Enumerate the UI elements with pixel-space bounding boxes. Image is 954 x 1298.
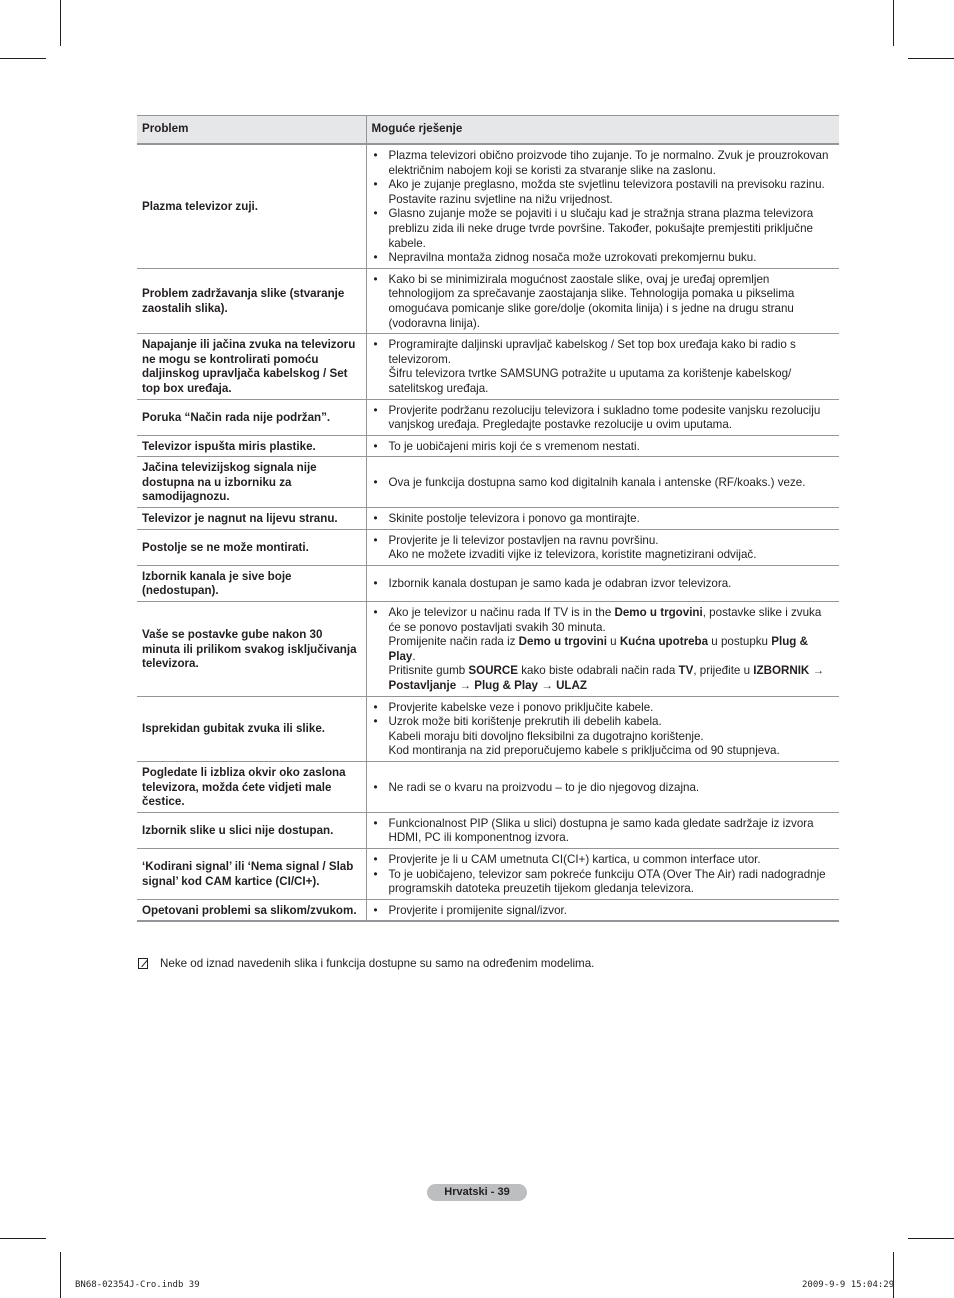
problem-cell: ‘Kodirani signal’ ili ‘Nema signal / Slab signal’ kod CAM kartice (CI/CI+). [137,848,366,899]
solution-list [374,512,836,527]
solution-list [374,534,836,563]
header-solution: Moguće rješenje [366,116,839,145]
solution-line: • Uzrok može biti korištenje prekrutih ili debelih kabela. [388,715,662,729]
solution-cell [366,565,839,601]
solution-item [374,853,836,868]
solution-item [374,338,836,396]
solution-line: • Provjerite je li u CAM umetnuta CI(CI+) kartica, u common interface utor. [388,852,761,866]
table-row [137,565,839,601]
crop-mark [893,0,894,46]
problem-cell: Poruka “Način rada nije podržan”. [137,399,366,435]
solution-item [374,701,836,716]
problem-cell: Izbornik kanala je sive boje (nedostupan). [137,565,366,601]
solution-line: Kabeli moraju biti dovoljno fleksibilni za dugotrajno korištenje. [388,729,704,743]
table-row [137,399,839,435]
solution-list [374,904,836,919]
solution-line: • Ako je zujanje preglasno, možda ste svjetlinu televizora postavili na previsoku razinu. Postavite razinu svjetline na nižu vrijednost. [388,178,825,206]
solution-item [374,404,836,433]
solution-cell [366,457,839,508]
table-row [137,268,839,333]
solution-list [374,149,836,266]
crop-mark [908,1238,954,1239]
table-row [137,812,839,848]
problem-cell: Vaše se postavke gube nakon 30 minuta ili prilikom svakog isključivanja televizora. [137,602,366,697]
table-row [137,761,839,812]
solution-cell [366,529,839,565]
troubleshooting-table [137,115,839,922]
solution-item [374,868,836,897]
solution-cell [366,268,839,333]
solution-line: Pritisnite gumb SOURCE kako biste odabrali način rada TV, prijeđite u IZBORNIK → [388,664,825,678]
solution-cell [366,602,839,697]
table-row [137,696,839,761]
solution-line: Šifru televizora tvrtke SAMSUNG potražite u uputama za korištenje kabelskog/ satelitskog uređaja. [388,367,792,395]
table-header-row [137,116,839,145]
table-row [137,435,839,457]
solution-line: • Kako bi se minimizirala mogućnost zaostale slike, ovaj je uređaj opremljen tehnologijom za sprečavanje zaostajanja slike. Tehnologija pomaka u pikselima omogućava pomicanje slike gore/dolje (okomita linija) i s jedne na drugu stranu (vodoravna linija). [388,272,795,330]
problem-cell: Isprekidan gubitak zvuka ili slike. [137,696,366,761]
solution-line: će se ponovo postavljati svakih 30 minuta. [388,620,606,634]
problem-cell: Televizor je nagnut na lijevu stranu. [137,508,366,530]
problem-cell: Plazma televizor zuji. [137,144,366,268]
solution-list [374,781,836,796]
solution-item [374,512,836,527]
table-row [137,508,839,530]
crop-mark [908,58,954,59]
solution-line: • Provjerite kabelske veze i ponovo priključite kabele. [388,700,654,714]
solution-list [374,476,836,491]
footer-date: 2009-9-9 15:04:29 [802,1280,895,1290]
solution-list [374,577,836,592]
solution-list [374,817,836,846]
solution-item [374,178,836,207]
footer-file: BN68-02354J-Cro.indb 39 [75,1280,200,1290]
solution-line: • Ne radi se o kvaru na proizvodu – to je dio njegovog dizajna. [388,780,700,794]
problem-cell: Pogledate li izbliza okvir oko zaslona televizora, možda ćete vidjeti male čestice. [137,761,366,812]
solution-cell [366,508,839,530]
crop-mark [60,0,61,46]
solution-item [374,476,836,491]
solution-item [374,781,836,796]
solution-list [374,338,836,396]
solution-line: Ako ne možete izvaditi vijke iz televizora, koristite magnetizirani odvijač. [388,548,757,562]
table-row [137,144,839,268]
problem-cell: Napajanje ili jačina zvuka na televizoru ne mogu se kontrolirati pomoću daljinskog upravljača kabelskog / Set top box uređaja. [137,334,366,399]
table-row [137,899,839,921]
solution-list [374,273,836,331]
solution-line: • Ova je funkcija dostupna samo kod digitalnih kanala i antenske (RF/koaks.) veze. [388,475,806,489]
solution-line: • Provjerite je li televizor postavljen na ravnu površinu. [388,533,659,547]
problem-cell: Televizor ispušta miris plastike. [137,435,366,457]
table-row [137,602,839,697]
solution-line: Kod montiranja na zid preporučujemo kabele s priključcima od 90 stupnjeva. [388,744,780,758]
crop-mark [893,1252,894,1298]
solution-cell [366,812,839,848]
solution-list [374,606,836,694]
solution-line: • To je uobičajeni miris koji će s vremenom nestati. [388,439,640,453]
solution-line: • Izbornik kanala dostupan je samo kada je odabran izvor televizora. [388,577,732,591]
solution-line: Postavljanje → Plug & Play → ULAZ [388,679,587,692]
problem-cell: Postolje se ne može montirati. [137,529,366,565]
crop-mark [0,58,46,59]
solution-line: • Provjerite i promijenite signal/izvor. [388,903,567,917]
solution-line: • Ako je televizor u načinu rada If TV is in the Demo u trgovini, postavke slike i zvuka [388,606,822,620]
solution-line: • Skinite postolje televizora i ponovo ga montirajte. [388,512,640,526]
solution-cell [366,696,839,761]
page-number-badge: Hrvatski - 39 [427,1184,527,1201]
solution-item [374,534,836,563]
problem-cell: Problem zadržavanja slike (stvaranje zaostalih slika). [137,268,366,333]
solution-line: • Funkcionalnost PIP (Slika u slici) dostupna je samo kada gledate sadržaje iz izvora HDMI, PC ili komponentnog izvora. [388,816,814,845]
solution-item [374,440,836,455]
solution-cell [366,848,839,899]
header-problem: Problem [137,116,366,145]
solution-line: • Programirajte daljinski upravljač kabelskog / Set top box uređaja kako bi radio s televizorom. [388,338,796,366]
solution-item [374,817,836,846]
solution-list [374,440,836,455]
solution-item [374,715,836,759]
table-row [137,457,839,508]
table-row [137,334,839,399]
solution-item [374,273,836,331]
solution-line: • Provjerite podržanu rezoluciju televizora i sukladno tome podesite vanjsku rezoluciju vanjskog uređaja. Pregledajte postavke rezolucije u ovim uputama. [388,403,821,432]
solution-list [374,701,836,759]
solution-item [374,149,836,178]
solution-cell [366,144,839,268]
solution-cell [366,899,839,921]
solution-cell [366,435,839,457]
solution-line: • Nepravilna montaža zidnog nosača može uzrokovati prekomjernu buku. [388,251,757,265]
solution-item [374,251,836,266]
note-icon [138,958,148,969]
solution-item [374,207,836,251]
note-text: Neke od iznad navedenih slika i funkcija dostupne su samo na određenim modelima. [160,957,595,970]
solution-item [374,904,836,919]
solution-line: • Glasno zujanje može se pojaviti i u slučaju kad je stražnja strana plazma televizora preblizu zida ili neke druge tvrde površine. Također, pokušajte premjestiti priključne kabele. [388,207,814,250]
problem-cell: Opetovani problemi sa slikom/zvukom. [137,899,366,921]
solution-line: Promijenite način rada iz Demo u trgovini u Kućna upotreba u postupku Plug & Play. [388,635,808,663]
crop-mark [0,1238,46,1239]
solution-item [374,606,836,694]
crop-mark [60,1252,61,1298]
table-row [137,529,839,565]
solution-cell [366,761,839,812]
solution-cell [366,399,839,435]
solution-line: • Plazma televizori obično proizvode tiho zujanje. To je normalno. Zvuk je prouzrokovan električnim nabojem koji se koristi za stvaranje slike na zaslonu. [388,149,829,177]
problem-cell: Jačina televizijskog signala nije dostupna na u izborniku za samodijagnozu. [137,457,366,508]
solution-list [374,853,836,897]
table-row [137,848,839,899]
solution-line: • To je uobičajeno, televizor sam pokreće funkciju OTA (Over The Air) radi nadogradnje programskih datoteka preuzetih tijekom gledanja televizora. [388,867,826,896]
solution-list [374,404,836,433]
solution-cell [366,334,839,399]
solution-item [374,577,836,592]
problem-cell: Izbornik slike u slici nije dostupan. [137,812,366,848]
